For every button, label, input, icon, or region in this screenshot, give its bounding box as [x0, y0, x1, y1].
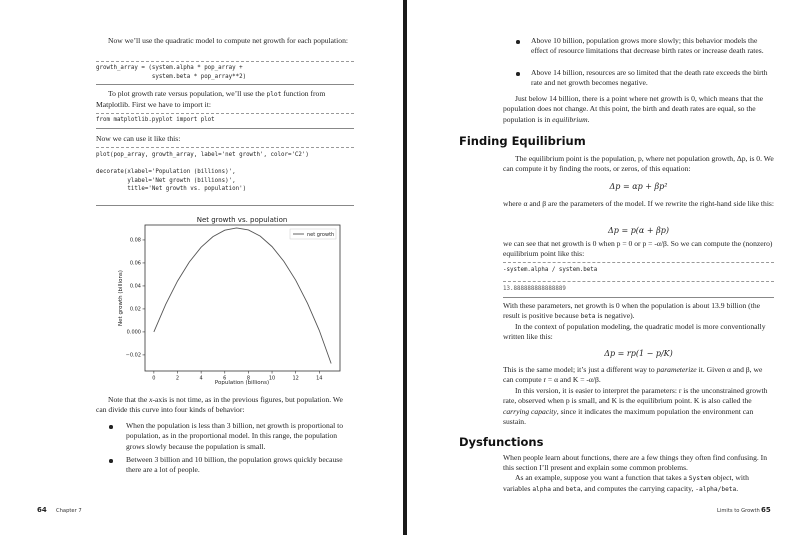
bullet	[516, 72, 520, 76]
paragraph: Now we can use it like this:	[96, 134, 181, 143]
equation: Δp = rp(1 − p/K)	[604, 349, 673, 358]
code-rule-top	[96, 147, 354, 148]
y-tick-label: 0.04	[129, 283, 141, 290]
chart-title: Net growth vs. population	[196, 216, 288, 224]
paragraph: where α and β are the parameters of the model. If we rewrite the right-hand side like this:	[503, 199, 774, 208]
paragraph: Note that the x-axis is not time, as in the previous figures, but population. We can divide this curve into four kinds of behavior:	[96, 395, 343, 415]
page-number: 64	[37, 506, 47, 514]
code-rule-bottom	[96, 84, 354, 85]
x-tick-label: 0	[152, 375, 156, 382]
x-tick-label: 2	[175, 375, 180, 382]
y-tick-label: 0.08	[129, 237, 141, 244]
paragraph: This is the same model; it’s just a different way to parameterize it. Given α and β, we can compute r = α and K = -α/β.	[503, 365, 763, 385]
running-footer: Chapter 7	[56, 508, 82, 514]
paragraph: Just below 14 billion, there is a point where net growth is 0, which means that the population does not change. At this point, the birth and death rates are equal, so the population is in equilibrium.	[503, 94, 764, 124]
code-rule-bottom	[96, 205, 354, 206]
x-tick-label: 10	[268, 375, 276, 382]
code-output: 13.888888888888889	[503, 286, 566, 292]
equation: Δp = p(α + βp)	[608, 226, 669, 235]
code-block: -system.alpha / system.beta	[503, 267, 598, 273]
code-rule-top	[96, 113, 354, 114]
code-rule-top	[503, 262, 774, 263]
legend	[290, 229, 336, 239]
bullet	[516, 40, 520, 44]
left-page	[0, 0, 403, 535]
x-tick-label: 4	[199, 375, 203, 382]
y-ticks	[126, 238, 145, 359]
y-axis-label: Net growth (billions)	[118, 270, 124, 326]
list-item: Above 14 billion, resources are so limited that the death rate exceeds the birth rate and net growth becomes negative.	[531, 68, 768, 88]
x-tick-label: 6	[223, 375, 227, 382]
equation: Δp = αp + βp²	[609, 182, 668, 191]
paragraph: In the context of population modeling, the quadratic model is more conventionally written like this:	[503, 322, 766, 342]
code-rule-bottom	[503, 297, 774, 298]
y-tick-label: −0.02	[125, 352, 141, 359]
paragraph: we can see that net growth is 0 when p = 0 or p = -α/β. So we can compute the (nonzero) equilibrium point like this:	[503, 239, 773, 259]
running-footer: Limits to Growth	[717, 508, 760, 514]
list-item: When the population is less than 3 billion, net growth is proportional to population, as in the proportional model. In this range, the population grows slowly because the population is small.	[126, 421, 344, 451]
paragraph: With these parameters, net growth is 0 when the population is about 13.9 billion (the result is positive because beta is negative).	[503, 301, 760, 321]
plot-frame	[145, 225, 340, 371]
code-rule-bottom	[96, 128, 354, 129]
paragraph: The equilibrium point is the population, p, where net population growth, Δp, is 0. We can compute it by finding the roots, or zeros, of this equation:	[503, 154, 774, 174]
section-heading: Finding Equilibrium	[459, 134, 586, 148]
series-line-net-growth	[154, 228, 331, 364]
code-block: plot(pop_array, growth_array, label='net growth', color='C2') decorate(xlabel='Population (billions)', ylabel='Net growth (billions)', title='Net growth vs. population')	[96, 152, 309, 193]
section-heading: Dysfunctions	[459, 435, 544, 449]
y-tick-label: 0.06	[129, 260, 141, 267]
x-tick-label: 8	[246, 375, 251, 382]
paragraph: As an example, suppose you want a function that takes a System object, with variables alpha and beta, and computes the carrying capacity, -alpha/beta.	[503, 473, 749, 494]
list-item: Above 10 billion, population grows more slowly; this behavior models the effect of resource limitations that decrease birth rates or increase death rates.	[531, 36, 764, 56]
x-tick-label: 12	[292, 375, 299, 382]
net-growth-chart	[100, 212, 350, 387]
paragraph: Now we’ll use the quadratic model to compute net growth for each population:	[108, 36, 348, 45]
paragraph: In this version, it is easier to interpret the parameters: r is the unconstrained growth rate, observed when p is small, and K is the equilibrium point. K is also called the carrying capacity, since it indicates the maximum population the environment can sustain.	[503, 386, 768, 426]
page-number: 65	[761, 506, 771, 514]
x-axis-label: Population (billions)	[214, 380, 270, 386]
code-rule-middle	[503, 281, 774, 282]
paragraph: When people learn about functions, there are a few things they often find confusing. In this section I’ll present and explain some common problems.	[503, 453, 768, 473]
bullet	[109, 459, 113, 463]
y-tick-label: 0.02	[129, 306, 141, 313]
y-tick-label: 0.000	[126, 329, 141, 336]
code-rule-top	[96, 61, 354, 62]
right-page	[407, 0, 810, 535]
code-block: growth_array = (system.alpha * pop_array + system.beta * pop_array**2)	[96, 65, 247, 80]
paragraph: To plot growth rate versus population, we’ll use the plot function from Matplotlib. First we have to import it:	[96, 89, 326, 110]
list-item: Between 3 billion and 10 billion, the population grows quickly because there are a lot of people.	[126, 455, 343, 475]
legend-label: net growth	[307, 232, 335, 238]
code-block: from matplotlib.pyplot import plot	[96, 117, 215, 123]
bullet	[109, 425, 113, 429]
x-tick-label: 14	[316, 375, 323, 382]
